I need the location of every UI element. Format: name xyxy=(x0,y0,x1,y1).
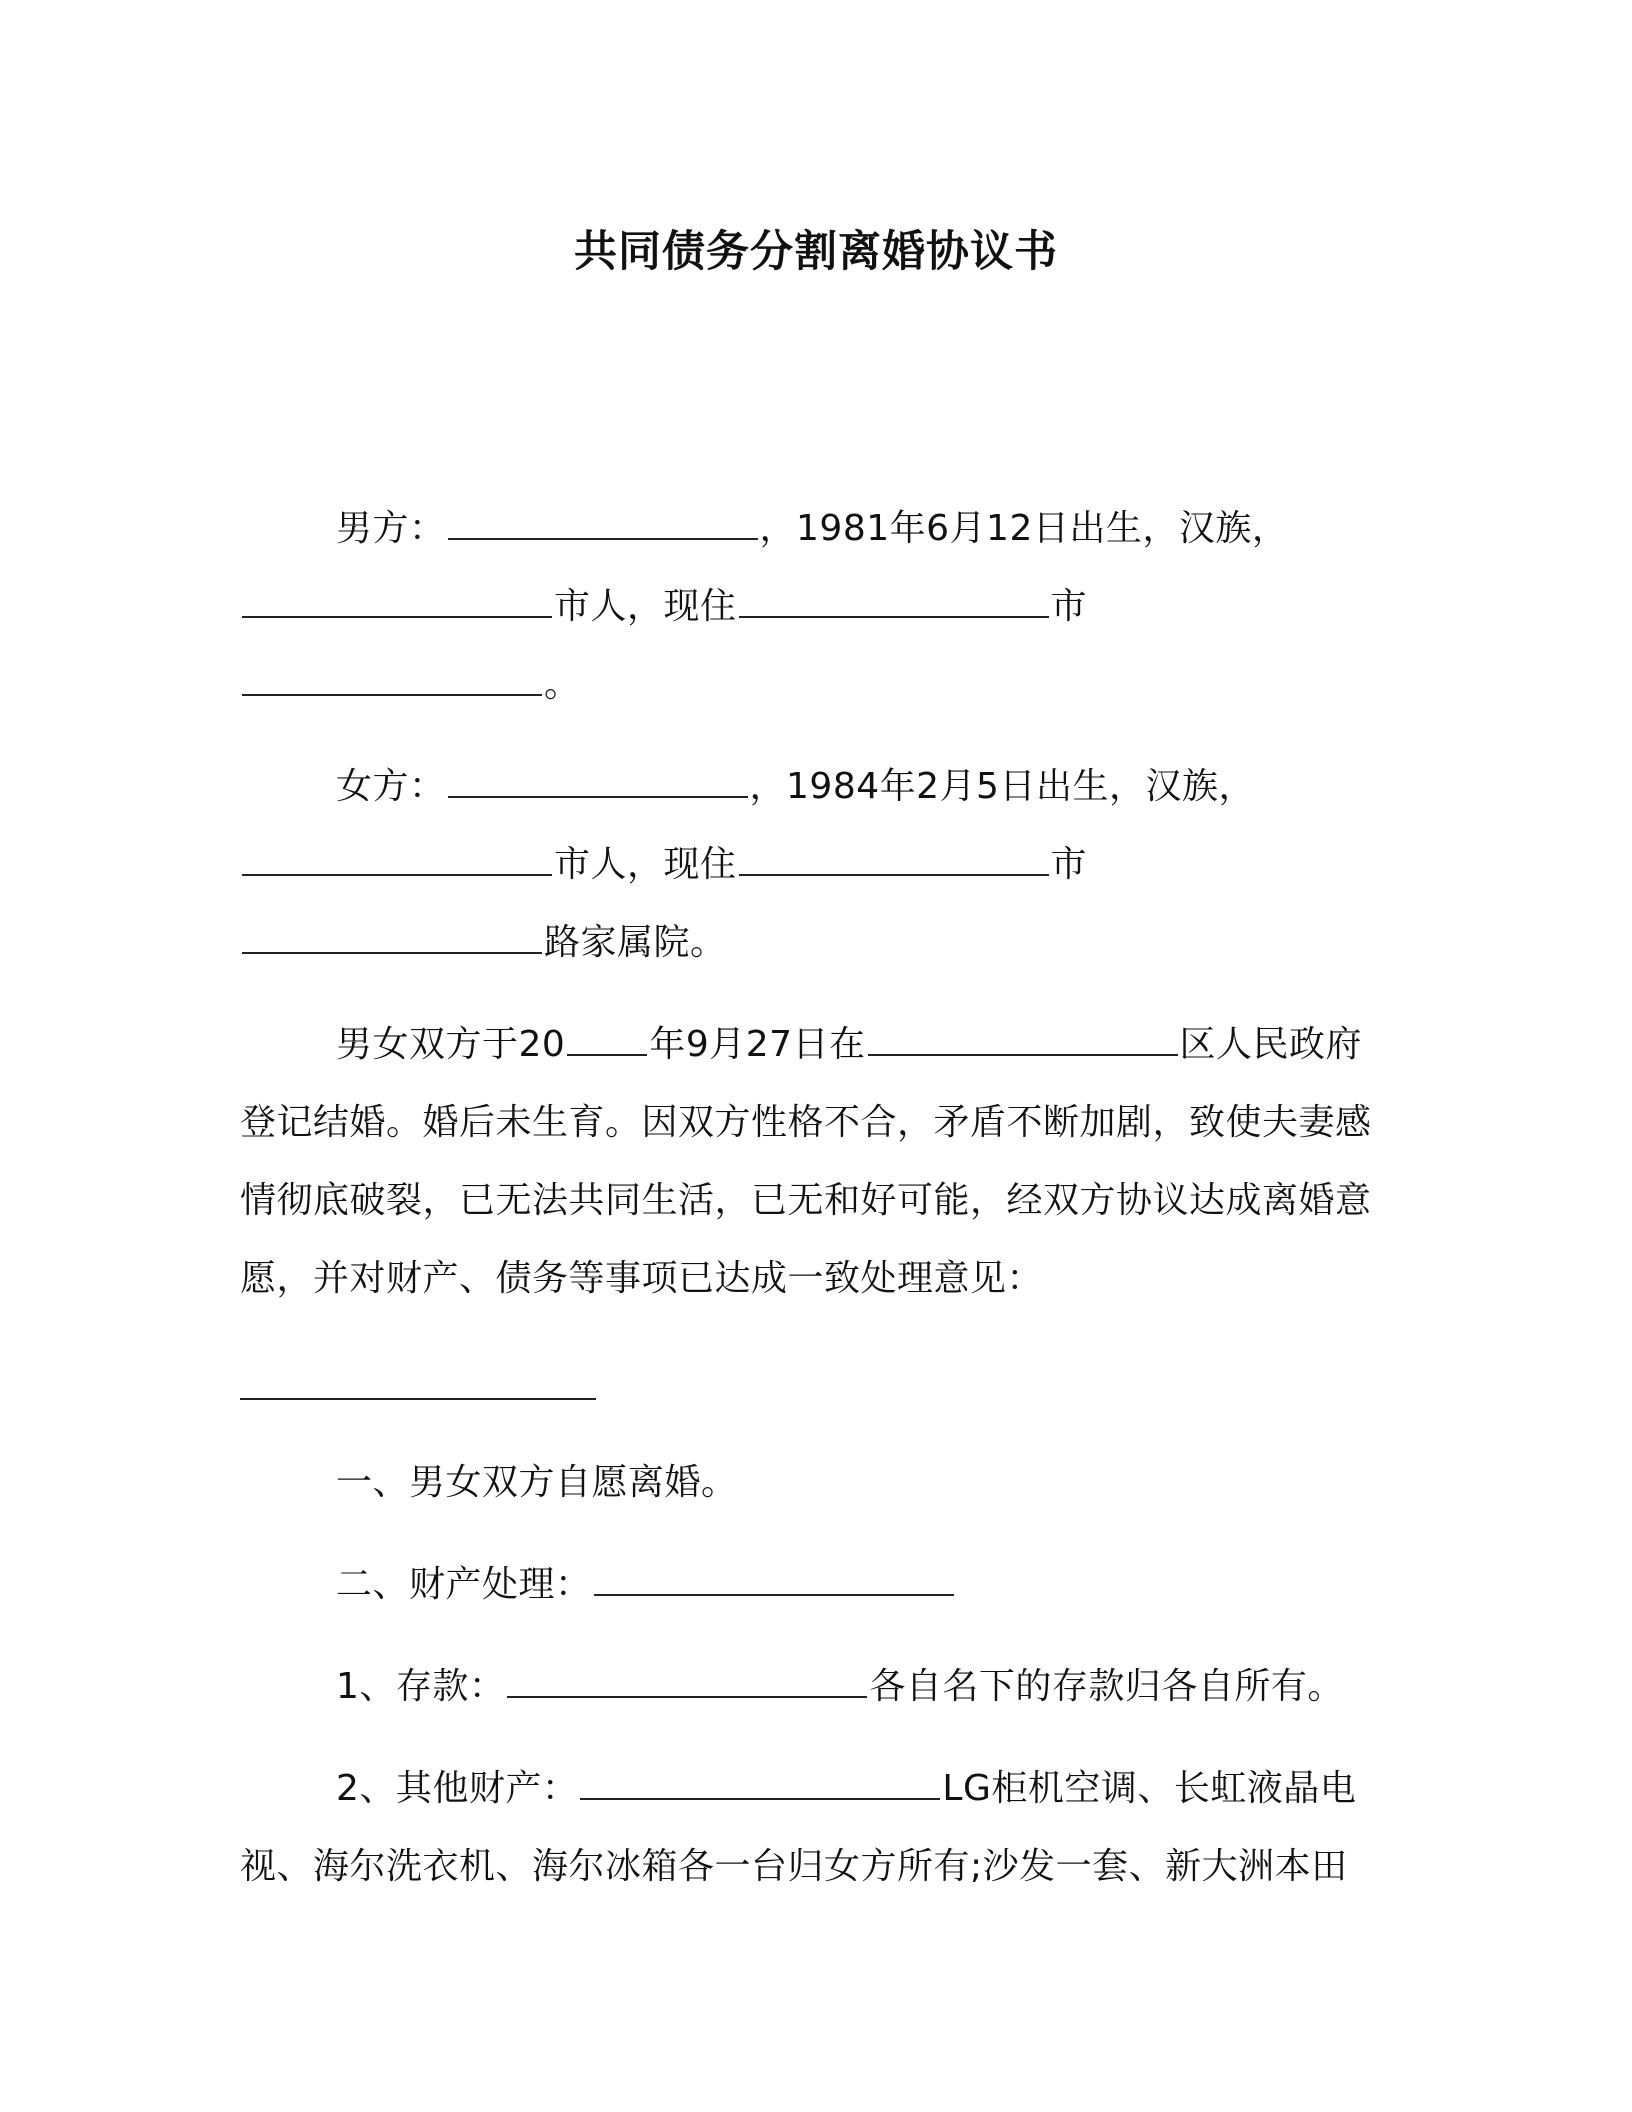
female-city-suffix: 市人，现住 xyxy=(554,844,737,885)
female-info-paragraph xyxy=(240,748,1390,982)
item-1-text: 各自名下的存款归各自所有。 xyxy=(869,1666,1344,1707)
female-name-blank xyxy=(448,762,748,798)
male-end: 。 xyxy=(544,664,581,705)
female-end: 路家属院。 xyxy=(544,922,727,963)
male-birth-text: ，1981年6月12日出生，汉族， xyxy=(759,508,1289,549)
other-property-blank xyxy=(580,1764,940,1800)
district-blank xyxy=(868,1020,1178,1056)
blank-rule xyxy=(240,1398,596,1400)
clause-2 xyxy=(240,1546,1390,1624)
male-address-blank xyxy=(242,660,542,696)
male-city2: 市 xyxy=(1050,586,1088,627)
property-blank xyxy=(594,1560,954,1596)
item-2-label: 2、其他财产： xyxy=(336,1768,579,1809)
marriage-part1: 男女双方于20 xyxy=(336,1024,566,1065)
standalone-blank-line xyxy=(240,1342,1390,1420)
deposit-blank xyxy=(507,1662,867,1698)
marriage-part2: 年9月27日在 xyxy=(649,1024,866,1065)
female-label: 女方： xyxy=(336,766,446,807)
male-info-paragraph xyxy=(240,490,1390,724)
male-name-blank xyxy=(448,504,758,540)
male-hometown-blank xyxy=(242,582,552,618)
marriage-part3: 区人民政府登记结婚。婚后未生育。因双方性格不合，矛盾不断加剧，致使夫妻感情彻底破裂，已无法共同生活，已无和好可能，经双方协议达成离婚意愿，并对财产、债务等事项已达成一致处理意见： xyxy=(240,1024,1372,1299)
female-birth-text: ，1984年2月5日出生，汉族， xyxy=(749,766,1255,807)
year-blank xyxy=(567,1020,647,1056)
male-label: 男方： xyxy=(336,508,446,549)
item-1-deposits xyxy=(240,1648,1390,1726)
document-title: 共同债务分割离婚协议书 xyxy=(574,227,1058,277)
clause-1: 一、男女双方自愿离婚。 xyxy=(336,1462,738,1503)
female-address-blank xyxy=(242,918,542,954)
item-2-text: LG柜机空调、长虹液晶电视、海尔洗衣机、海尔冰箱各一台归女方所有;沙发一套、新大洲本田 xyxy=(240,1768,1357,1887)
female-hometown-blank xyxy=(242,840,552,876)
clause-2-label: 二、财产处理： xyxy=(336,1564,592,1605)
item-1-label: 1、存款： xyxy=(336,1666,506,1707)
male-residence-city-blank xyxy=(739,582,1049,618)
item-2-other-property xyxy=(240,1750,1390,1906)
document-body xyxy=(240,490,1390,1930)
marriage-paragraph xyxy=(240,1006,1390,1318)
female-residence-city-blank xyxy=(739,840,1049,876)
male-city-suffix: 市人，现住 xyxy=(554,586,737,627)
female-city2: 市 xyxy=(1050,844,1088,885)
